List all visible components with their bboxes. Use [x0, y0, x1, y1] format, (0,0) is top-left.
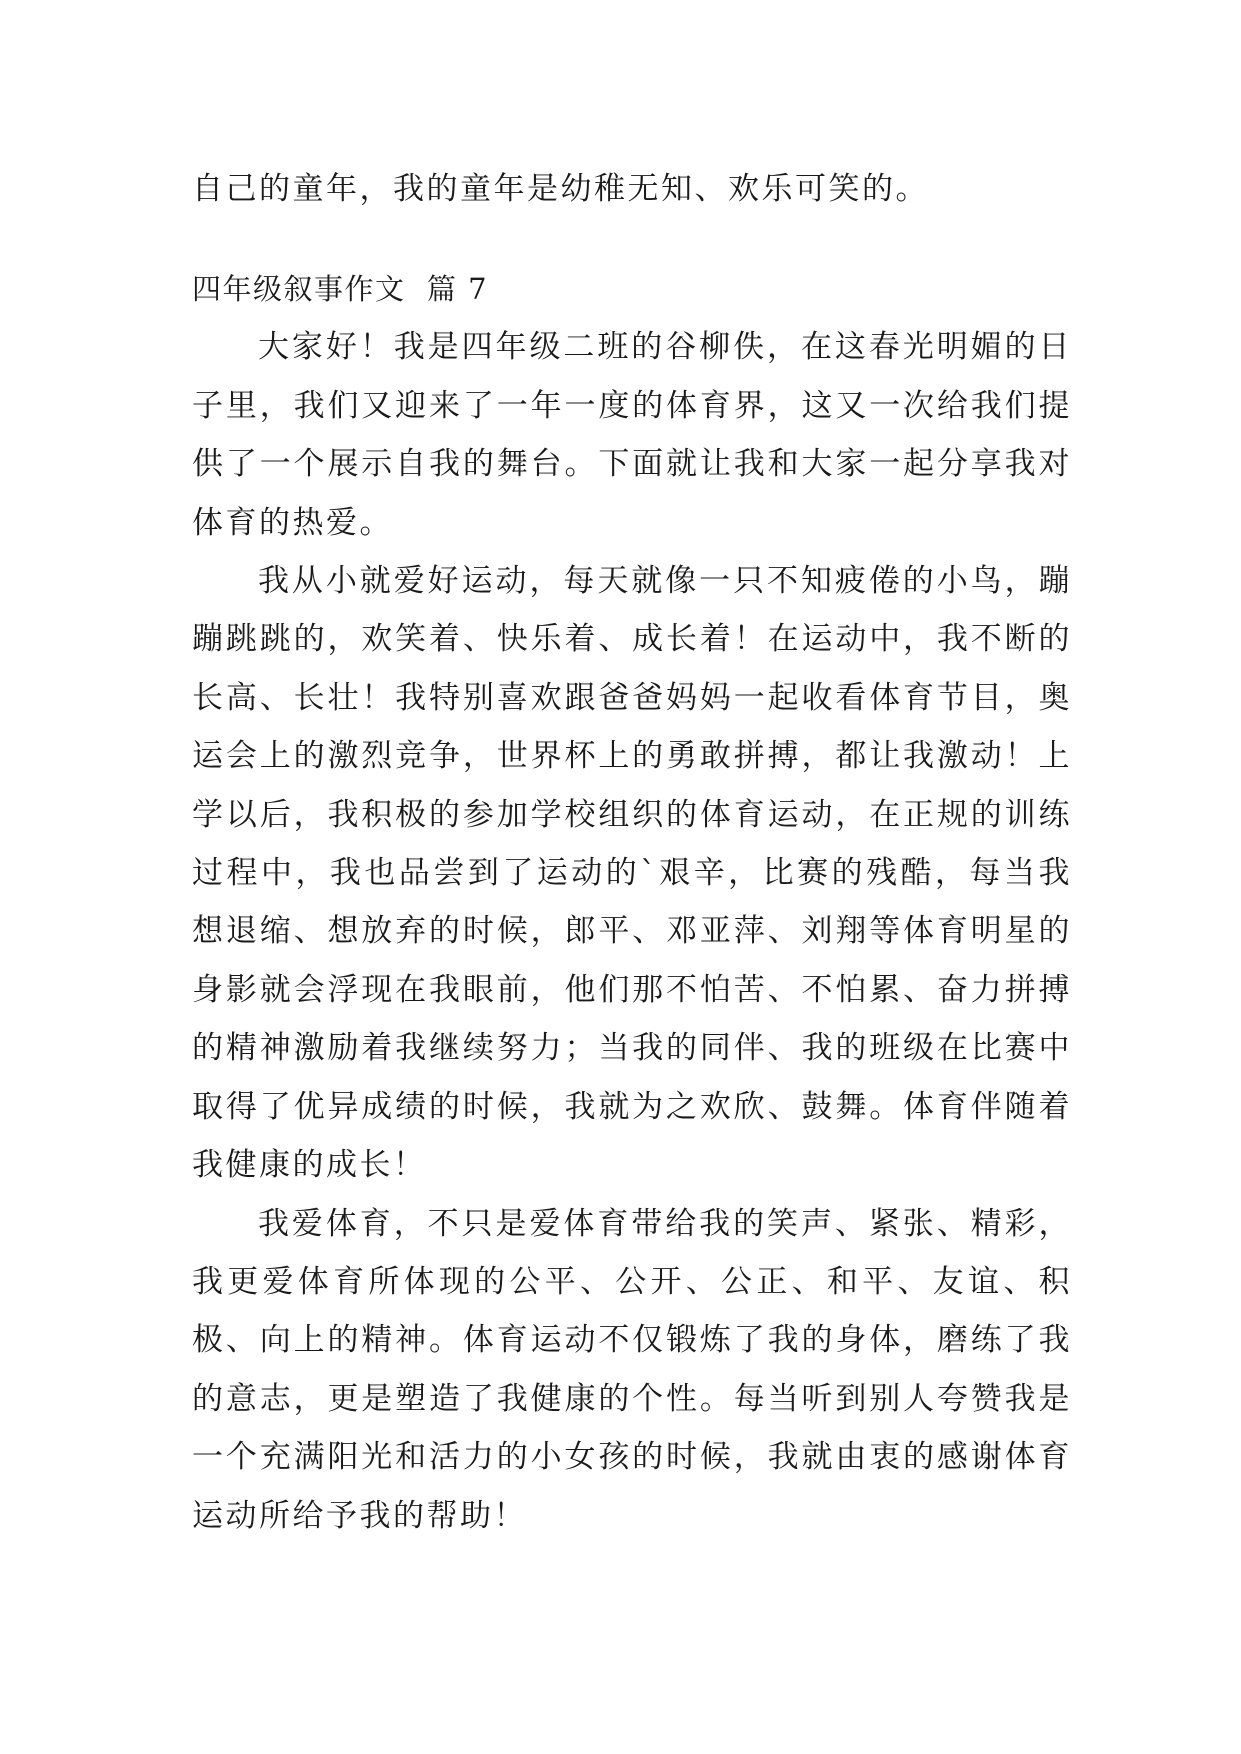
- section-title: 四年级叙事作文 篇 7: [192, 272, 489, 307]
- paragraph-love-of-sports: 我爱体育，不只是爱体育带给我的笑声、紧张、精彩，我更爱体育所体现的公平、公开、公正、和平、友谊、积极、向上的精神。体育运动不仅锻炼了我的身体，磨练了我的意志，更是塑造了我健康的个性。每当听到别人夸赞我是一个充满阳光和活力的小女孩的时候，我就由衷的感谢体育运动所给予我的帮助！: [192, 1205, 1072, 1534]
- continuation-paragraph: 自己的童年，我的童年是幼稚无知、欢乐可笑的。: [192, 171, 929, 207]
- paragraph-greeting: 大家好！我是四年级二班的谷柳佚，在这春光明媚的日子里，我们又迎来了一年一度的体育界，这又一次给我们提供了一个展示自我的舞台。下面就让我和大家一起分享我对体育的热爱。: [192, 329, 1072, 541]
- paragraph-childhood-sports: 我从小就爱好运动，每天就像一只不知疲倦的小鸟，蹦蹦跳跳的，欢笑着、快乐着、成长着！在运动中，我不断的长高、长壮！我特别喜欢跟爸爸妈妈一起收看体育节目，奥运会上的激烈竞争，世界杯上的勇敢拼搏，都让我激动！上学以后，我积极的参加学校组织的体育运动，在正规的训练过程中，我也品尝到了运动的`艰辛，比赛的残酷，每当我想退缩、想放弃的时候，郎平、邓亚萍、刘翔等体育明星的身影就会浮现在我眼前，他们那不怕苦、不怕累、奋力拼搏的精神激励着我继续努力；当我的同伴、我的班级在比赛中取得了优异成绩的时候，我就为之欢欣、鼓舞。体育伴随着我健康的成长！: [192, 563, 1072, 1184]
- document-body: [192, 160, 1072, 1545]
